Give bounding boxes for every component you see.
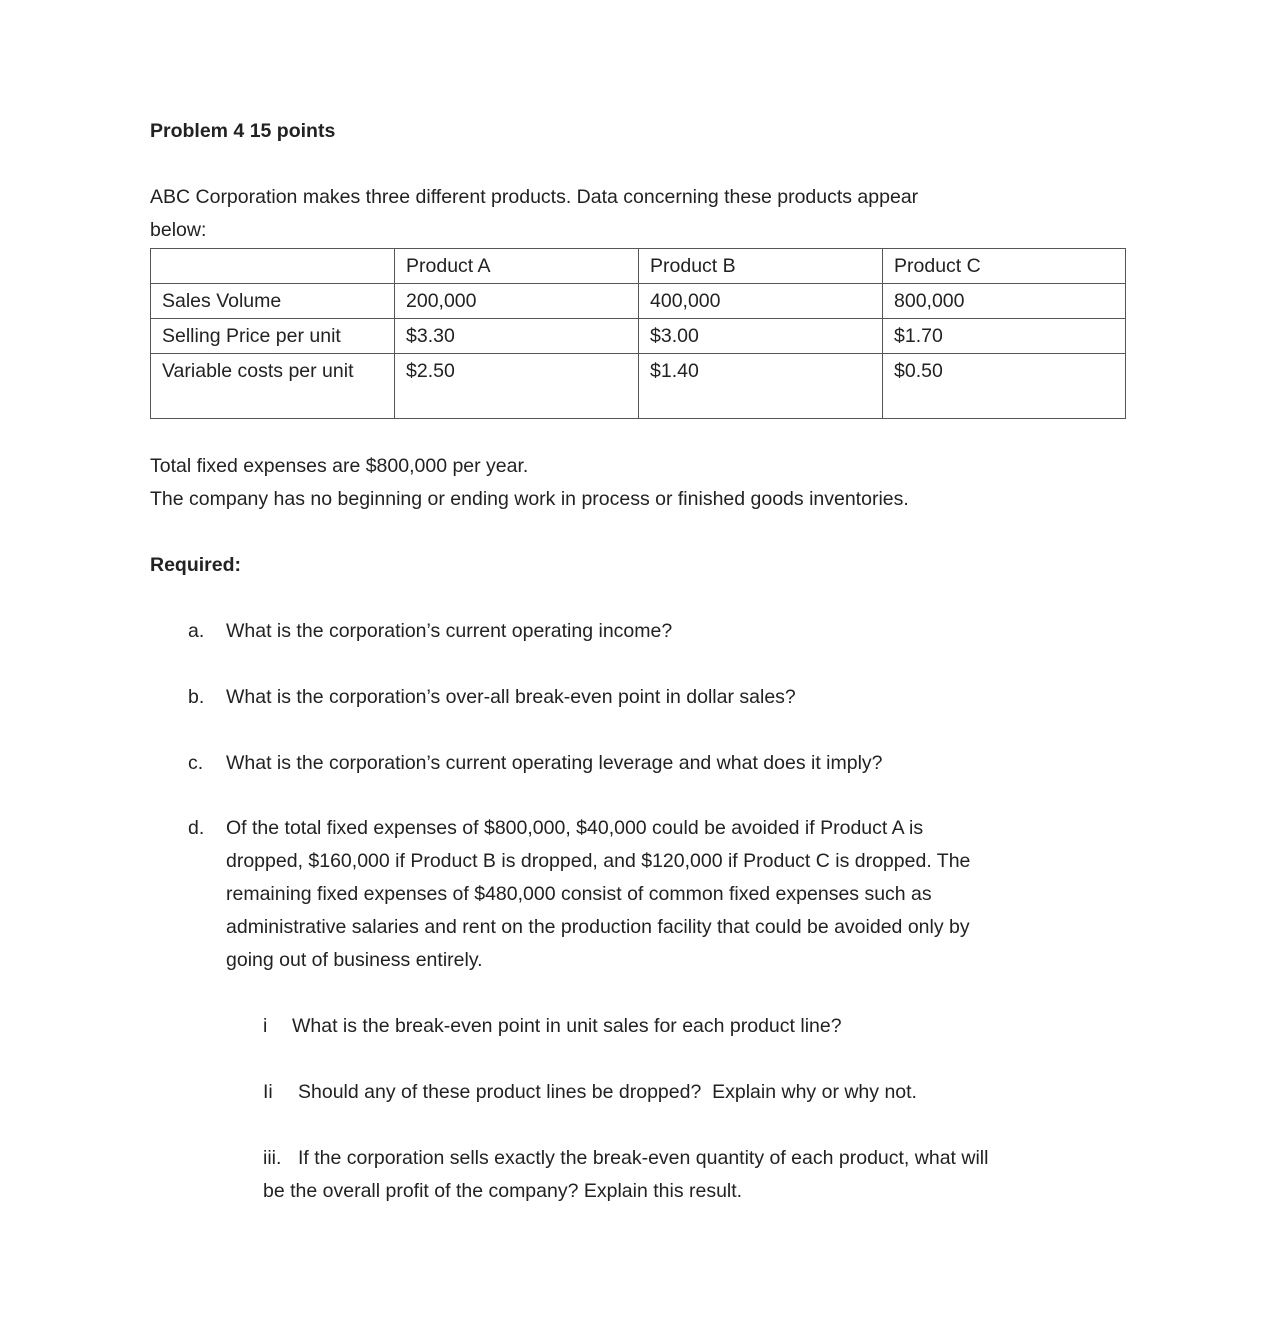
table-cell: $1.40 bbox=[639, 354, 883, 419]
question-d-line: Of the total fixed expenses of $800,000, $40,000 could be avoided if Product A is bbox=[226, 817, 924, 839]
question-d-line: administrative salaries and rent on the production facility that could be avoided only by bbox=[226, 916, 970, 938]
question-a-text: What is the corporation’s current operating income? bbox=[226, 620, 673, 642]
table-row bbox=[151, 284, 1126, 319]
question-a-marker: a. bbox=[188, 620, 205, 642]
question-b-marker: b. bbox=[188, 686, 205, 708]
question-d-line: remaining fixed expenses of $480,000 consist of common fixed expenses such as bbox=[226, 883, 932, 905]
table-row bbox=[151, 319, 1126, 354]
table-cell: 200,000 bbox=[395, 284, 639, 319]
intro-line-1: ABC Corporation makes three different products. Data concerning these products appear bbox=[150, 186, 919, 208]
question-b-text: What is the corporation’s over-all break-even point in dollar sales? bbox=[226, 686, 796, 708]
table-row bbox=[151, 354, 1126, 419]
question-d-marker: d. bbox=[188, 817, 205, 839]
table-cell: Sales Volume bbox=[151, 284, 395, 319]
table-cell: $3.00 bbox=[639, 319, 883, 354]
table-cell: 400,000 bbox=[639, 284, 883, 319]
table-header-cell: Product B bbox=[639, 249, 883, 284]
question-c-marker: c. bbox=[188, 752, 204, 774]
table-cell: $2.50 bbox=[395, 354, 639, 419]
question-d-line: dropped, $160,000 if Product B is dropped, and $120,000 if Product C is dropped. The bbox=[226, 850, 971, 872]
table-cell: 800,000 bbox=[883, 284, 1126, 319]
table-cell: Selling Price per unit bbox=[151, 319, 395, 354]
subquestion-i-text: What is the break-even point in unit sales for each product line? bbox=[292, 1015, 842, 1037]
question-d-line: going out of business entirely. bbox=[226, 949, 483, 971]
table-header-cell: Product A bbox=[395, 249, 639, 284]
subquestion-ii-text: Should any of these product lines be dropped? Explain why or why not. bbox=[298, 1081, 917, 1103]
table-cell: Variable costs per unit bbox=[151, 354, 395, 419]
table-cell: $0.50 bbox=[883, 354, 1126, 419]
subquestion-iii-text: If the corporation sells exactly the break-even quantity of each product, what will bbox=[298, 1147, 989, 1169]
table-header-cell bbox=[151, 249, 395, 284]
problem-title: Problem 4 15 points bbox=[150, 120, 336, 142]
table-cell: $1.70 bbox=[883, 319, 1126, 354]
question-c-text: What is the corporation’s current operating leverage and what does it imply? bbox=[226, 752, 883, 774]
subquestion-iii-marker: iii. bbox=[263, 1147, 282, 1169]
subquestion-iii-text-cont: be the overall profit of the company? Explain this result. bbox=[263, 1180, 743, 1202]
table-header-cell: Product C bbox=[883, 249, 1126, 284]
intro-line-2: below: bbox=[150, 219, 207, 241]
table-cell: $3.30 bbox=[395, 319, 639, 354]
subquestion-ii-marker: Ii bbox=[263, 1081, 273, 1103]
note-fixed-expenses: Total fixed expenses are $800,000 per year. bbox=[150, 455, 529, 477]
table-header-row bbox=[151, 249, 1126, 284]
note-inventories: The company has no beginning or ending work in process or finished goods inventories. bbox=[150, 488, 909, 510]
subquestion-i-marker: i bbox=[263, 1015, 268, 1037]
required-heading: Required: bbox=[150, 554, 242, 576]
product-data-table bbox=[150, 248, 1126, 419]
